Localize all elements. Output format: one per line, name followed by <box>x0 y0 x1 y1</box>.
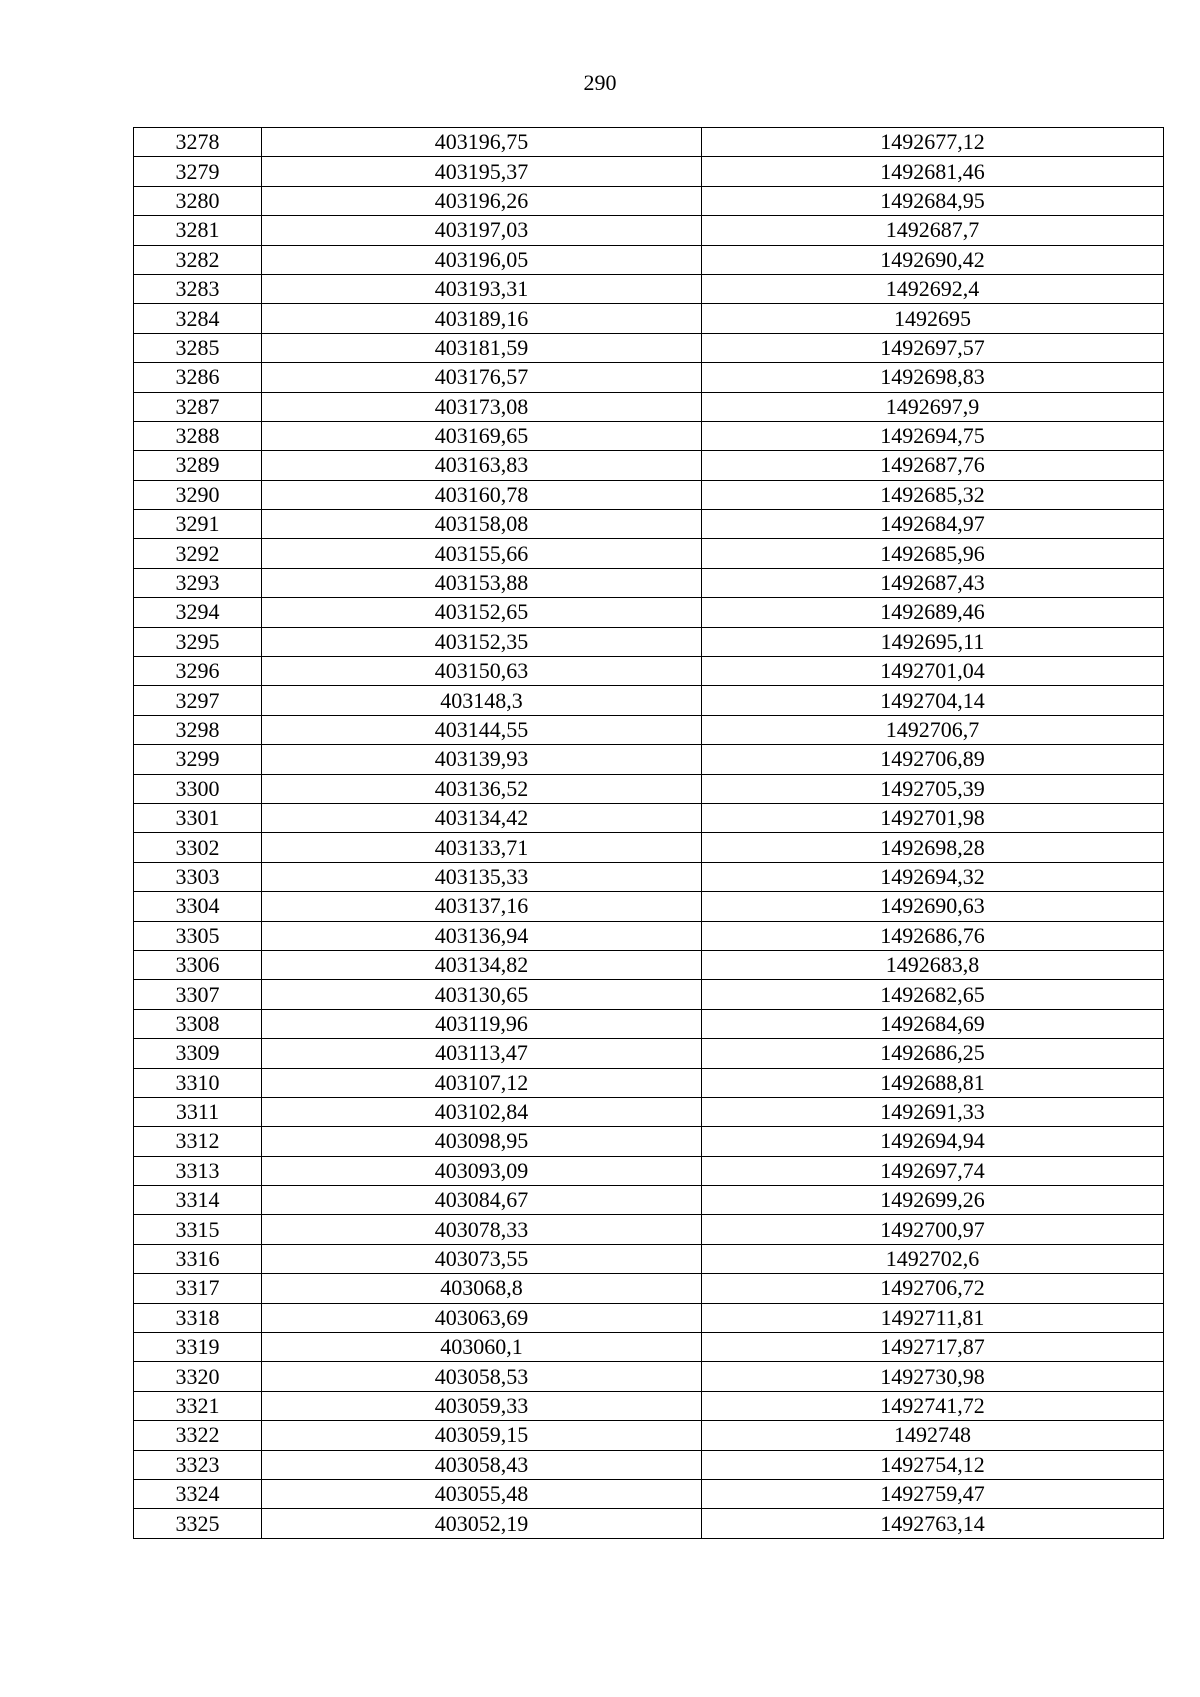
y-coordinate-cell: 1492697,74 <box>702 1156 1164 1185</box>
y-coordinate-cell: 1492701,04 <box>702 657 1164 686</box>
x-coordinate-cell: 403068,8 <box>262 1274 702 1303</box>
point-number-cell: 3282 <box>134 245 262 274</box>
x-coordinate-cell: 403193,31 <box>262 274 702 303</box>
y-coordinate-cell: 1492763,14 <box>702 1509 1164 1538</box>
x-coordinate-cell: 403152,65 <box>262 598 702 627</box>
point-number-cell: 3288 <box>134 421 262 450</box>
point-number-cell: 3311 <box>134 1097 262 1126</box>
y-coordinate-cell: 1492704,14 <box>702 686 1164 715</box>
x-coordinate-cell: 403058,43 <box>262 1450 702 1479</box>
point-number-cell: 3316 <box>134 1244 262 1273</box>
x-coordinate-cell: 403107,12 <box>262 1068 702 1097</box>
y-coordinate-cell: 1492689,46 <box>702 598 1164 627</box>
y-coordinate-cell: 1492706,72 <box>702 1274 1164 1303</box>
point-number-cell: 3306 <box>134 950 262 979</box>
table-row <box>134 392 1164 421</box>
point-number-cell: 3280 <box>134 186 262 215</box>
y-coordinate-cell: 1492706,7 <box>702 715 1164 744</box>
point-number-cell: 3284 <box>134 304 262 333</box>
table-row <box>134 1274 1164 1303</box>
x-coordinate-cell: 403084,67 <box>262 1186 702 1215</box>
point-number-cell: 3295 <box>134 627 262 656</box>
y-coordinate-cell: 1492692,4 <box>702 274 1164 303</box>
point-number-cell: 3296 <box>134 657 262 686</box>
table-row <box>134 216 1164 245</box>
x-coordinate-cell: 403158,08 <box>262 510 702 539</box>
point-number-cell: 3279 <box>134 157 262 186</box>
table-row <box>134 950 1164 979</box>
table-row <box>134 1186 1164 1215</box>
table-row <box>134 245 1164 274</box>
x-coordinate-cell: 403153,88 <box>262 568 702 597</box>
x-coordinate-cell: 403163,83 <box>262 451 702 480</box>
table-row <box>134 1156 1164 1185</box>
table-row <box>134 1479 1164 1508</box>
y-coordinate-cell: 1492759,47 <box>702 1479 1164 1508</box>
x-coordinate-cell: 403060,1 <box>262 1333 702 1362</box>
point-number-cell: 3310 <box>134 1068 262 1097</box>
table-row <box>134 1068 1164 1097</box>
point-number-cell: 3298 <box>134 715 262 744</box>
point-number-cell: 3283 <box>134 274 262 303</box>
table-row <box>134 157 1164 186</box>
table-row <box>134 1421 1164 1450</box>
y-coordinate-cell: 1492685,32 <box>702 480 1164 509</box>
y-coordinate-cell: 1492730,98 <box>702 1362 1164 1391</box>
table-row <box>134 833 1164 862</box>
coordinates-table <box>133 127 1164 1539</box>
x-coordinate-cell: 403059,15 <box>262 1421 702 1450</box>
point-number-cell: 3291 <box>134 510 262 539</box>
table-row <box>134 128 1164 157</box>
table-row <box>134 774 1164 803</box>
table-row <box>134 1303 1164 1332</box>
x-coordinate-cell: 403133,71 <box>262 833 702 862</box>
table-row <box>134 421 1164 450</box>
point-number-cell: 3302 <box>134 833 262 862</box>
y-coordinate-cell: 1492686,25 <box>702 1039 1164 1068</box>
y-coordinate-cell: 1492684,69 <box>702 1009 1164 1038</box>
y-coordinate-cell: 1492695 <box>702 304 1164 333</box>
x-coordinate-cell: 403181,59 <box>262 333 702 362</box>
y-coordinate-cell: 1492754,12 <box>702 1450 1164 1479</box>
table-row <box>134 568 1164 597</box>
table-row <box>134 1039 1164 1068</box>
x-coordinate-cell: 403195,37 <box>262 157 702 186</box>
table-row <box>134 539 1164 568</box>
x-coordinate-cell: 403134,42 <box>262 803 702 832</box>
y-coordinate-cell: 1492686,76 <box>702 921 1164 950</box>
x-coordinate-cell: 403134,82 <box>262 950 702 979</box>
table-row <box>134 1215 1164 1244</box>
y-coordinate-cell: 1492677,12 <box>702 128 1164 157</box>
point-number-cell: 3312 <box>134 1127 262 1156</box>
point-number-cell: 3325 <box>134 1509 262 1538</box>
y-coordinate-cell: 1492705,39 <box>702 774 1164 803</box>
table-row <box>134 1097 1164 1126</box>
x-coordinate-cell: 403130,65 <box>262 980 702 1009</box>
point-number-cell: 3313 <box>134 1156 262 1185</box>
y-coordinate-cell: 1492717,87 <box>702 1333 1164 1362</box>
point-number-cell: 3317 <box>134 1274 262 1303</box>
y-coordinate-cell: 1492684,95 <box>702 186 1164 215</box>
point-number-cell: 3278 <box>134 128 262 157</box>
point-number-cell: 3323 <box>134 1450 262 1479</box>
table-row <box>134 598 1164 627</box>
point-number-cell: 3286 <box>134 363 262 392</box>
table-row <box>134 715 1164 744</box>
point-number-cell: 3294 <box>134 598 262 627</box>
y-coordinate-cell: 1492706,89 <box>702 745 1164 774</box>
y-coordinate-cell: 1492741,72 <box>702 1391 1164 1420</box>
x-coordinate-cell: 403196,26 <box>262 186 702 215</box>
table-row <box>134 980 1164 1009</box>
table-row <box>134 1009 1164 1038</box>
table-row <box>134 333 1164 362</box>
table-row <box>134 892 1164 921</box>
x-coordinate-cell: 403093,09 <box>262 1156 702 1185</box>
y-coordinate-cell: 1492687,43 <box>702 568 1164 597</box>
y-coordinate-cell: 1492687,7 <box>702 216 1164 245</box>
point-number-cell: 3322 <box>134 1421 262 1450</box>
y-coordinate-cell: 1492748 <box>702 1421 1164 1450</box>
y-coordinate-cell: 1492694,94 <box>702 1127 1164 1156</box>
table-row <box>134 921 1164 950</box>
x-coordinate-cell: 403063,69 <box>262 1303 702 1332</box>
x-coordinate-cell: 403113,47 <box>262 1039 702 1068</box>
x-coordinate-cell: 403052,19 <box>262 1509 702 1538</box>
page-number: 290 <box>583 70 617 95</box>
table-row <box>134 186 1164 215</box>
y-coordinate-cell: 1492701,98 <box>702 803 1164 832</box>
x-coordinate-cell: 403098,95 <box>262 1127 702 1156</box>
y-coordinate-cell: 1492681,46 <box>702 157 1164 186</box>
point-number-cell: 3301 <box>134 803 262 832</box>
table-row <box>134 1127 1164 1156</box>
point-number-cell: 3324 <box>134 1479 262 1508</box>
x-coordinate-cell: 403176,57 <box>262 363 702 392</box>
point-number-cell: 3281 <box>134 216 262 245</box>
x-coordinate-cell: 403102,84 <box>262 1097 702 1126</box>
point-number-cell: 3297 <box>134 686 262 715</box>
x-coordinate-cell: 403135,33 <box>262 862 702 891</box>
point-number-cell: 3303 <box>134 862 262 891</box>
x-coordinate-cell: 403059,33 <box>262 1391 702 1420</box>
point-number-cell: 3315 <box>134 1215 262 1244</box>
table-row <box>134 686 1164 715</box>
x-coordinate-cell: 403150,63 <box>262 657 702 686</box>
x-coordinate-cell: 403144,55 <box>262 715 702 744</box>
y-coordinate-cell: 1492683,8 <box>702 950 1164 979</box>
y-coordinate-cell: 1492698,83 <box>702 363 1164 392</box>
y-coordinate-cell: 1492687,76 <box>702 451 1164 480</box>
table-row <box>134 510 1164 539</box>
y-coordinate-cell: 1492699,26 <box>702 1186 1164 1215</box>
x-coordinate-cell: 403197,03 <box>262 216 702 245</box>
x-coordinate-cell: 403119,96 <box>262 1009 702 1038</box>
table-row <box>134 363 1164 392</box>
table-row <box>134 1391 1164 1420</box>
table-row <box>134 274 1164 303</box>
y-coordinate-cell: 1492694,32 <box>702 862 1164 891</box>
y-coordinate-cell: 1492694,75 <box>702 421 1164 450</box>
y-coordinate-cell: 1492700,97 <box>702 1215 1164 1244</box>
x-coordinate-cell: 403058,53 <box>262 1362 702 1391</box>
y-coordinate-cell: 1492697,57 <box>702 333 1164 362</box>
point-number-cell: 3307 <box>134 980 262 1009</box>
table-row <box>134 451 1164 480</box>
point-number-cell: 3314 <box>134 1186 262 1215</box>
point-number-cell: 3320 <box>134 1362 262 1391</box>
point-number-cell: 3289 <box>134 451 262 480</box>
y-coordinate-cell: 1492702,6 <box>702 1244 1164 1273</box>
x-coordinate-cell: 403160,78 <box>262 480 702 509</box>
point-number-cell: 3318 <box>134 1303 262 1332</box>
x-coordinate-cell: 403137,16 <box>262 892 702 921</box>
table-row <box>134 745 1164 774</box>
x-coordinate-cell: 403196,75 <box>262 128 702 157</box>
x-coordinate-cell: 403139,93 <box>262 745 702 774</box>
x-coordinate-cell: 403169,65 <box>262 421 702 450</box>
table-row <box>134 480 1164 509</box>
table-row <box>134 627 1164 656</box>
y-coordinate-cell: 1492690,42 <box>702 245 1164 274</box>
table-row <box>134 1333 1164 1362</box>
x-coordinate-cell: 403152,35 <box>262 627 702 656</box>
point-number-cell: 3321 <box>134 1391 262 1420</box>
table-row <box>134 1509 1164 1538</box>
table-row <box>134 1450 1164 1479</box>
point-number-cell: 3305 <box>134 921 262 950</box>
point-number-cell: 3285 <box>134 333 262 362</box>
x-coordinate-cell: 403055,48 <box>262 1479 702 1508</box>
point-number-cell: 3292 <box>134 539 262 568</box>
y-coordinate-cell: 1492684,97 <box>702 510 1164 539</box>
x-coordinate-cell: 403073,55 <box>262 1244 702 1273</box>
x-coordinate-cell: 403136,94 <box>262 921 702 950</box>
x-coordinate-cell: 403136,52 <box>262 774 702 803</box>
point-number-cell: 3319 <box>134 1333 262 1362</box>
x-coordinate-cell: 403078,33 <box>262 1215 702 1244</box>
table-row <box>134 1362 1164 1391</box>
y-coordinate-cell: 1492691,33 <box>702 1097 1164 1126</box>
y-coordinate-cell: 1492697,9 <box>702 392 1164 421</box>
point-number-cell: 3304 <box>134 892 262 921</box>
y-coordinate-cell: 1492688,81 <box>702 1068 1164 1097</box>
table-row <box>134 304 1164 333</box>
x-coordinate-cell: 403196,05 <box>262 245 702 274</box>
table-row <box>134 1244 1164 1273</box>
point-number-cell: 3290 <box>134 480 262 509</box>
y-coordinate-cell: 1492690,63 <box>702 892 1164 921</box>
point-number-cell: 3293 <box>134 568 262 597</box>
y-coordinate-cell: 1492695,11 <box>702 627 1164 656</box>
point-number-cell: 3299 <box>134 745 262 774</box>
table-row <box>134 803 1164 832</box>
y-coordinate-cell: 1492698,28 <box>702 833 1164 862</box>
x-coordinate-cell: 403189,16 <box>262 304 702 333</box>
table-row <box>134 657 1164 686</box>
y-coordinate-cell: 1492682,65 <box>702 980 1164 1009</box>
point-number-cell: 3300 <box>134 774 262 803</box>
x-coordinate-cell: 403173,08 <box>262 392 702 421</box>
coordinates-table-body <box>134 128 1164 1539</box>
point-number-cell: 3308 <box>134 1009 262 1038</box>
point-number-cell: 3287 <box>134 392 262 421</box>
point-number-cell: 3309 <box>134 1039 262 1068</box>
y-coordinate-cell: 1492711,81 <box>702 1303 1164 1332</box>
x-coordinate-cell: 403155,66 <box>262 539 702 568</box>
table-row <box>134 862 1164 891</box>
y-coordinate-cell: 1492685,96 <box>702 539 1164 568</box>
x-coordinate-cell: 403148,3 <box>262 686 702 715</box>
